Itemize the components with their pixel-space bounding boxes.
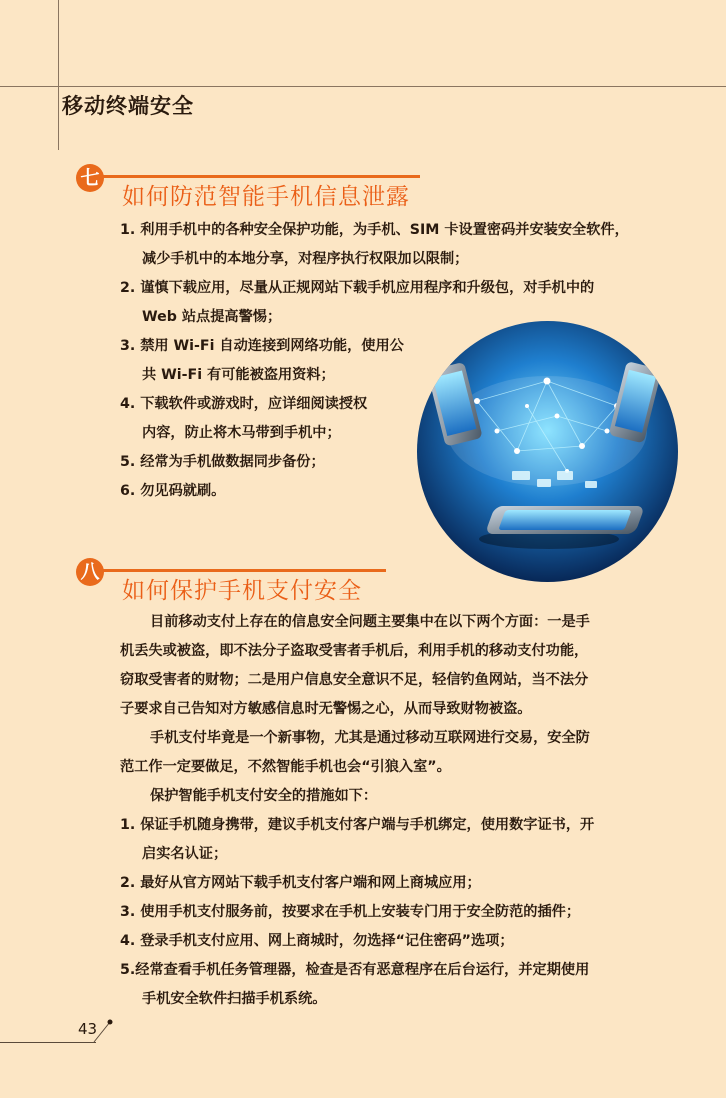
s7-line-7: 4. 下载软件或游戏时，应详细阅读授权 — [120, 396, 368, 412]
s7-line-10: 6. 勿见码就刷。 — [120, 483, 226, 499]
s7-line-8: 内容，防止将木马带到手机中； — [142, 425, 341, 441]
running-title: 移动终端安全 — [62, 94, 194, 118]
header-horizontal-rule — [0, 86, 726, 87]
s8-item-1-line-2: 启实名认证； — [142, 846, 228, 862]
s8-item-5-line-1: 5.经常查看手机任务管理器，检查是否有恶意程序在后台运行，并定期使用 — [120, 962, 590, 978]
s7-line-9: 5. 经常为手机做数据同步备份； — [120, 454, 325, 470]
s8-para1-line-2: 机丢失或被盗，即不法分子盗取受害者手机后，利用手机的移动支付功能， — [120, 643, 589, 659]
s7-line-5: 3. 禁用 Wi-Fi 自动连接到网络功能，使用公 — [120, 338, 404, 354]
s7-line-3: 2. 谨慎下载应用，尽量从正规网站下载手机应用程序和升级包，对手机中的 — [120, 280, 595, 296]
s8-item-1-line-1: 1. 保证手机随身携带，建议手机支付客户端与手机绑定，使用数字证书，开 — [120, 817, 595, 833]
section-7-badge: 七 — [76, 164, 104, 192]
s8-para2-line-1: 手机支付毕竟是一个新事物，尤其是通过移动互联网进行交易，安全防 — [150, 730, 590, 746]
s7-line-1: 1. 利用手机中的各种安全保护功能，为手机、SIM 卡设置密码并安装安全软件， — [120, 222, 629, 238]
mobile-network-icon — [417, 321, 678, 582]
section-8-title: 如何保护手机支付安全 — [122, 578, 362, 604]
section-7-title: 如何防范智能手机信息泄露 — [122, 184, 410, 210]
s7-line-4: Web 站点提高警惕； — [142, 309, 282, 325]
s7-line-2: 减少手机中的本地分享，对程序执行权限加以限制； — [142, 251, 469, 267]
footer-rule — [0, 1042, 96, 1043]
page-number: 43 — [78, 1020, 98, 1038]
s7-line-6: 共 Wi-Fi 有可能被盗用资料； — [142, 367, 335, 383]
s8-item-4: 4. 登录手机支付应用、网上商城时，勿选择“记住密码”选项； — [120, 933, 514, 949]
mobile-network-illustration — [417, 321, 678, 582]
s8-item-5-line-2: 手机安全软件扫描手机系统。 — [142, 991, 327, 1007]
header-vertical-rule — [58, 0, 59, 150]
s8-para1-line-4: 子要求自己告知对方敏感信息时无警惕之心，从而导致财物被盗。 — [120, 701, 532, 717]
s8-item-2: 2. 最好从官方网站下载手机支付客户端和网上商城应用； — [120, 875, 481, 891]
s8-item-3: 3. 使用手机支付服务前，按要求在手机上安装专门用于安全防范的插件； — [120, 904, 581, 920]
s8-para1-line-1: 目前移动支付上存在的信息安全问题主要集中在以下两个方面：一是手 — [150, 614, 590, 630]
s8-para1-line-3: 窃取受害者的财物；二是用户信息安全意识不足，轻信钓鱼网站，当不法分 — [120, 672, 589, 688]
s8-para3-line-1: 保护智能手机支付安全的措施如下： — [150, 788, 378, 804]
s8-para2-line-2: 范工作一定要做足，不然智能手机也会“引狼入室”。 — [120, 759, 451, 775]
section-8-badge: 八 — [76, 558, 104, 586]
